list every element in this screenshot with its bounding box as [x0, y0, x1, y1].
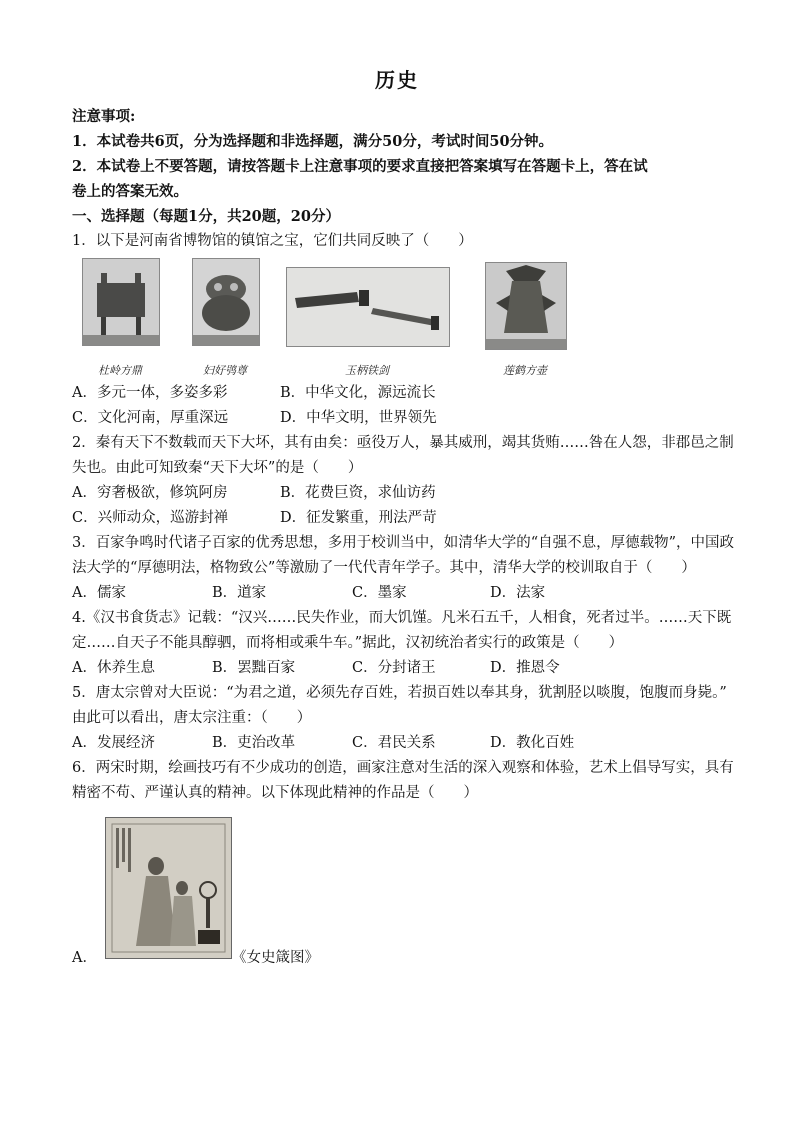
- option-d: D．征发繁重，刑法严苛: [280, 510, 437, 526]
- question-stem: 6．两宋时期，绘画技巧有不少成功的创造，画家注意对生活的深入观察和体验，艺术上倡导写实，具有: [72, 760, 734, 776]
- question-stem: 精密不苟、严谨认真的精神。以下体现此精神的作品是（ ）: [72, 785, 478, 801]
- question-stem: 5．唐太宗曾对大臣说：“为君之道，必须先存百姓，若损百姓以奉其身，犹割胫以啖腹，饱腹而身毙。”: [72, 685, 727, 701]
- artifact-caption: 妇好鸮尊: [203, 364, 247, 377]
- artifact-image-owl-zun: [192, 258, 260, 346]
- section-heading: 一、选择题（每题1分，共20题，20分）: [72, 208, 340, 225]
- option-d: D．法家: [490, 585, 546, 601]
- option-d: D．推恩令: [490, 660, 560, 676]
- option-b: B．吏治改革: [212, 735, 296, 751]
- option-a-title: 《女史箴图》: [232, 950, 319, 966]
- artifact-caption: 莲鹤方壶: [503, 364, 547, 377]
- notice-heading: 注意事项:: [72, 108, 136, 125]
- artifact-image-lotus-crane-hu: [485, 262, 567, 350]
- question-stem: 2．秦有天下不数载而天下大坏，其有由矣：亟役万人，暴其威刑，竭其货贿……咎在人怨，非郡邑之制: [72, 435, 734, 451]
- option-b: B．罢黜百家: [212, 660, 296, 676]
- question-stem: 失也。由此可知致秦“天下大坏”的是（ ）: [72, 460, 363, 476]
- option-a: A．多元一体，多姿多彩: [72, 385, 228, 401]
- option-d: D．教化百姓: [490, 735, 575, 751]
- option-b: B．道家: [212, 585, 267, 601]
- option-c: C．分封诸王: [352, 660, 436, 676]
- option-a: A．儒家: [72, 585, 126, 601]
- option-b: B．花费巨资，求仙访药: [280, 485, 436, 501]
- option-a-label: A．: [72, 950, 97, 966]
- option-c: C．君民关系: [352, 735, 436, 751]
- option-c: C．墨家: [352, 585, 407, 601]
- notice-item: 卷上的答案无效。: [72, 183, 188, 200]
- artifact-image-iron-sword: [286, 267, 450, 347]
- option-d: D．中华文明，世界领先: [280, 410, 437, 426]
- notice-item: 2．本试卷上不要答题，请按答题卡上注意事项的要求直接把答案填写在答题卡上，答在试: [72, 158, 648, 175]
- option-c: C．兴师动众，巡游封禅: [72, 510, 229, 526]
- question-stem: 由此可以看出，唐太宗注重：（ ）: [72, 710, 312, 726]
- question-stem: 法大学的“厚德明法，格物致公”等激励了一代代青年学子。其中，清华大学的校训取自于（ ）: [72, 560, 696, 576]
- artifact-image-ding: [82, 258, 160, 346]
- notice-item: 1．本试卷共6页，分为选择题和非选择题，满分50分，考试时间50分钟。: [72, 133, 554, 150]
- option-a: A．休养生息: [72, 660, 155, 676]
- option-a: A．发展经济: [72, 735, 155, 751]
- option-a: A．穷奢极欲，修筑阿房: [72, 485, 228, 501]
- option-b: B．中华文化，源远流长: [280, 385, 436, 401]
- artifact-caption: 玉柄铁剑: [345, 364, 389, 377]
- artifact-caption: 杜岭方鼎: [98, 364, 142, 377]
- question-stem: 定……自天子不能具醇驷，而将相或乘牛车。”据此，汉初统治者实行的政策是（ ）: [72, 635, 624, 651]
- option-c: C．文化河南，厚重深远: [72, 410, 229, 426]
- question-stem: 4.《汉书食货志》记载：“汉兴……民失作业，而大饥馑。凡米石五千，人相食，死者过半。……天下既: [72, 610, 732, 626]
- page-title: 历史: [375, 68, 419, 92]
- question-stem: 3．百家争鸣时代诸子百家的优秀思想，多用于校训当中，如清华大学的“自强不息，厚德载物”，中国政: [72, 535, 735, 551]
- museum-artifacts-figure: [72, 258, 582, 377]
- question-stem: 1．以下是河南省博物馆的镇馆之宝，它们共同反映了（ ）: [72, 233, 473, 249]
- painting-image-nushi-zhentu: [105, 817, 232, 959]
